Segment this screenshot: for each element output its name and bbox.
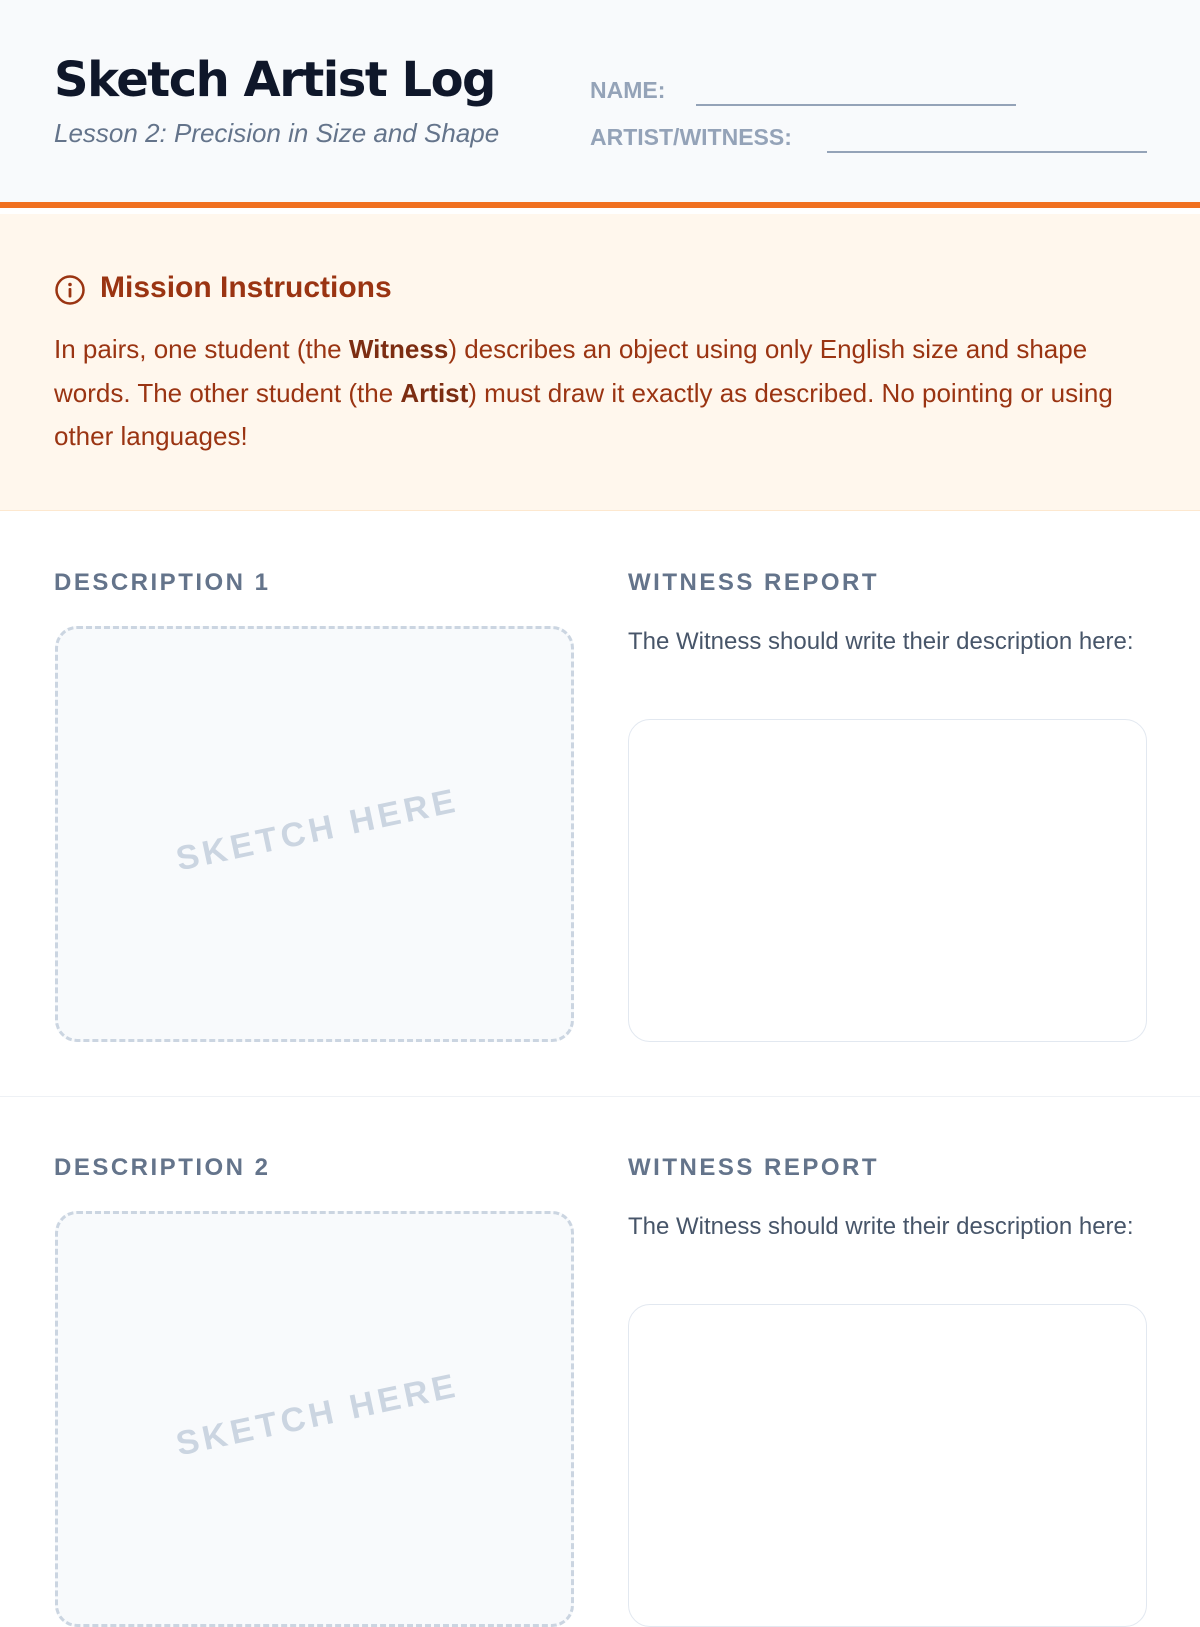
mission-title: Mission Instructions (100, 271, 392, 304)
sketch-placeholder: SKETCH HERE (172, 1366, 463, 1464)
info-circle-icon (54, 274, 86, 306)
sketch-area-2[interactable] (55, 1211, 574, 1627)
description-1-label: DESCRIPTION 1 (54, 569, 271, 596)
sketch-area-1[interactable] (55, 626, 574, 1042)
witness-report-field-2[interactable] (628, 1304, 1147, 1627)
witness-report-2-label: WITNESS REPORT (628, 1154, 880, 1181)
witness-instruction-2: The Witness should write their description here: (628, 1213, 1134, 1240)
description-2-label: DESCRIPTION 2 (54, 1154, 271, 1181)
name-field[interactable] (696, 104, 1016, 106)
artist-witness-field[interactable] (827, 151, 1147, 153)
section-divider (0, 1096, 1200, 1097)
artist-term: Artist (400, 377, 469, 408)
name-label: NAME: (590, 77, 666, 103)
witness-term: Witness (348, 334, 449, 364)
sketch-placeholder: SKETCH HERE (172, 781, 463, 879)
page-subtitle: Lesson 2: Precision in Size and Shape (54, 118, 500, 148)
witness-report-1-label: WITNESS REPORT (628, 569, 880, 596)
mission-instructions-text: In pairs, one student (the Witness) describes an object using only English size and shape words. The other student (the Artist) must draw it exactly as described. No pointing or using other languages! (54, 334, 1113, 451)
witness-instruction-1: The Witness should write their description here: (628, 628, 1134, 655)
witness-report-field-1[interactable] (628, 719, 1147, 1042)
artist-witness-label: ARTIST/WITNESS: (590, 124, 792, 150)
page-title: Sketch Artist Log (54, 52, 495, 108)
